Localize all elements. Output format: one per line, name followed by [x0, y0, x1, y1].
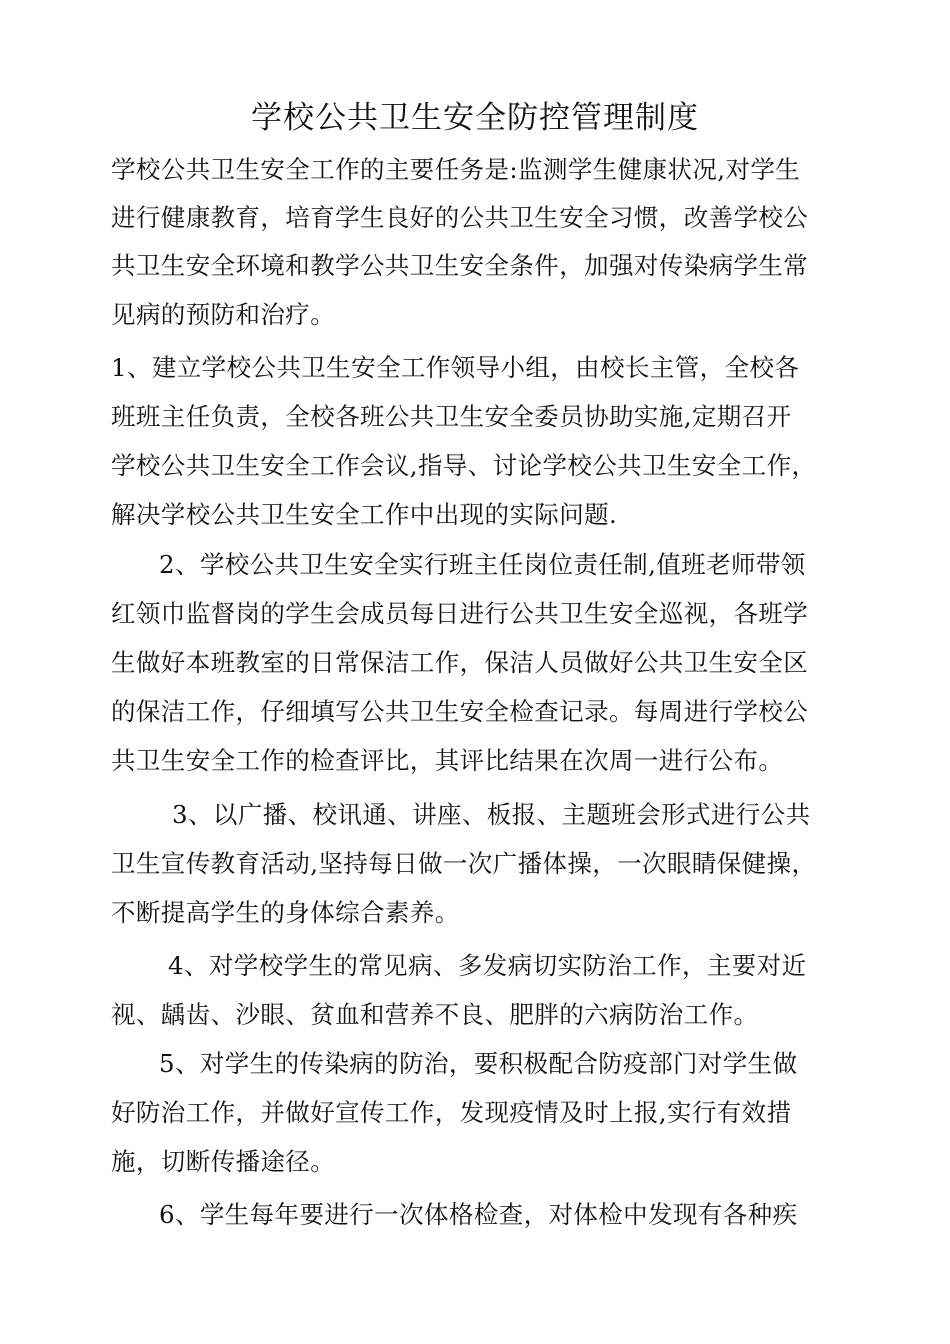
paragraph-line: 2、学校公共卫生安全实行班主任岗位责任制,值班老师带领 — [159, 550, 806, 579]
paragraph-line: 1、建立学校公共卫生安全工作领导小组，由校长主管，全校各 — [111, 353, 800, 382]
paragraph-line: 6、学生每年要进行一次体格检查，对体检中发现有各种疾 — [159, 1200, 798, 1229]
paragraph-line: 视、龋齿、沙眼、贫血和营养不良、肥胖的六病防治工作。 — [111, 1000, 759, 1029]
paragraph-line: 班班主任负责，全校各班公共卫生安全委员协助实施,定期召开 — [111, 402, 792, 431]
paragraph-line: 学校公共卫生安全工作会议,指导、讨论学校公共卫生安全工作， — [111, 451, 817, 480]
paragraph-line: 3、以广播、校讯通、讲座、板报、主题班会形式进行公共 — [172, 800, 811, 829]
document-title: 学校公共卫生安全防控管理制度 — [251, 100, 699, 136]
paragraph-line: 学校公共卫生安全工作的主要任务是:监测学生健康状况,对学生 — [111, 155, 801, 184]
paragraph-line: 红领巾监督岗的学生会成员每日进行公共卫生安全巡视，各班学 — [111, 599, 809, 628]
paragraph-line: 施，切断传播途径。 — [111, 1147, 336, 1176]
paragraph-line: 解决学校公共卫生安全工作中出现的实际问题. — [111, 500, 618, 529]
paragraph-line: 共卫生安全环境和教学公共卫生安全条件，加强对传染病学生常 — [111, 251, 809, 280]
paragraph-line: 的保洁工作，仔细填写公共卫生安全检查记录。每周进行学校公 — [111, 697, 809, 726]
paragraph-line: 卫生宣传教育活动,坚持每日做一次广播体操，一次眼睛保健操， — [111, 849, 817, 878]
paragraph-line: 4、对学校学生的常见病、多发病切实防治工作，主要对近 — [168, 951, 807, 980]
paragraph-line: 共卫生安全工作的检查评比，其评比结果在次周一进行公布。 — [111, 746, 784, 775]
paragraph-line: 进行健康教育，培育学生良好的公共卫生安全习惯，改善学校公 — [111, 203, 809, 232]
paragraph-line: 好防治工作，并做好宣传工作，发现疫情及时上报,实行有效措 — [111, 1098, 792, 1127]
paragraph-line: 5、对学生的传染病的防治，要积极配合防疫部门对学生做 — [159, 1049, 798, 1078]
paragraph-line: 不断提高学生的身体综合素养。 — [111, 898, 460, 927]
paragraph-line: 生做好本班教室的日常保洁工作，保洁人员做好公共卫生安全区 — [111, 648, 809, 677]
paragraph-line: 见病的预防和治疗。 — [111, 300, 336, 329]
